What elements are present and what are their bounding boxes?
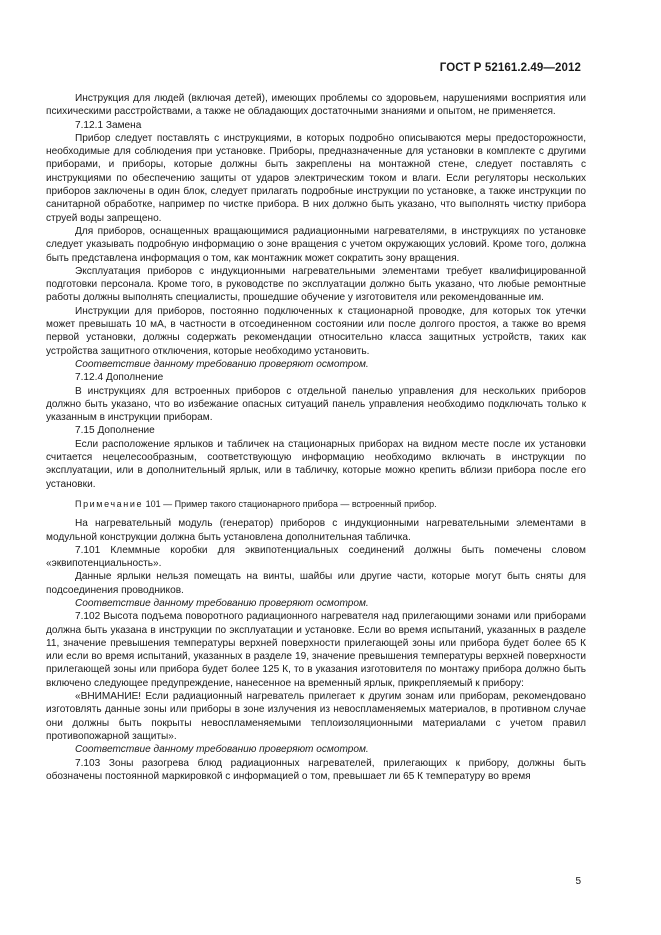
note-text: 101 — Пример такого стационарного прибора — встроенный прибор. [145, 498, 437, 509]
paragraph: На нагревательный модуль (генератор) приборов с индукционными нагревательными элементами в модульной конструкции должна быть установлена дополнительная табличка. [46, 518, 586, 543]
compliance-statement: Соответствие данному требованию проверяют осмотром. [75, 744, 369, 756]
note [46, 498, 586, 511]
section-heading: 7.12.1 Замена [75, 119, 142, 131]
paragraph: 7.103 Зоны разогрева блюд радиационных нагревателей, прилегающих к прибору, должны быть обозначены постоянной маркировкой с информацией о том, превышает ли 65 К температуру во время [46, 757, 586, 782]
note-label: Примечание [75, 498, 144, 509]
section-heading: 7.15 Дополнение [75, 425, 155, 437]
paragraph: Данные ярлыки нельзя помещать на винты, шайбы или другие части, которые могут быть сняты для подсоединения проводников. [46, 571, 586, 596]
paragraph: Инструкция для людей (включая детей), имеющих проблемы со здоровьем, нарушениями восприятия или психическими расстройствами, а также не обладающих достаточными знаниями и опытом, не применяется. [46, 93, 586, 118]
paragraph: В инструкциях для встроенных приборов с отдельной панелью управления для нескольких приборов должно быть указано, что во избежание опасных ситуаций панель управления необходимо подключать только к указанным в инструкции приборам. [46, 385, 586, 424]
paragraph: Если расположение ярлыков и табличек на стационарных приборах на видном месте после их установки считается нецелесообразным, соответствующую информацию необходимо включать в инструкции по эксплуатации, или в дополнительный ярлык, или в табличку, которые можно крепить вблизи прибора после его установки. [46, 438, 586, 490]
paragraph: 7.101 Клеммные коробки для эквипотенциальных соединений должны быть помечены словом «эквипотенциальность». [46, 544, 586, 570]
compliance-statement: Соответствие данному требованию проверяют осмотром. [75, 358, 369, 370]
compliance-statement: Соответствие данному требованию проверяют осмотром. [75, 597, 369, 609]
paragraph: Прибор следует поставлять с инструкциями, в которых подробно описываются меры предосторожности, необходимые для соблюдения при установке. Приборы, предназначенные для установки в комплекте с другими приборами, и приборы, которые должны быть закреплены на монтажной стене, следует поставлять с инструкциями по обеспечению защиты от ударов электрическим током и влаги. Если регуляторы нескольких приборов заключены в один блок, следует прилагать подробные инструкции по установке, а также инструкции по санитарной обработке, например по чистке прибора. В них должно быть указано, что выполнять чистку прибора струей воды запрещено. [46, 132, 586, 224]
section-heading: 7.12.4 Дополнение [75, 372, 164, 384]
paragraph: Для приборов, оснащенных вращающимися радиационными нагревателями, в инструкциях по установке следует указывать подробную информацию о зоне вращения с учетом окружающих условий. Кроме того, должна быть представлена информация о том, как монтажник может сократить зону вращения. [46, 225, 586, 264]
paragraph: Инструкции для приборов, постоянно подключенных к стационарной проводке, для которых ток утечки может превышать 10 мА, в частности в отсоединенном состоянии или после долгого простоя, а также во время первой установки, должны содержать рекомендации относительно класса защитных устройств, таких как устройства защитного отключения, которые необходимо установить. [46, 305, 586, 357]
paragraph: 7.102 Высота подъема поворотного радиационного нагревателя над прилегающими зонами или приборами должна быть указана в инструкции по эксплуатации и установке. Если во время испытаний, указанных в разделе 11, значение превышения температуры верхней поверхности прилегающей зоны или прибора будет более 65 К или если во время испытаний, указанных в разделе 19, значение превышения температуры верхней поверхности прилегающей зоны или прибора будет более 125 К, то в указания изготовителя по монтажу прибора должно быть включено следующее предупреждение, нанесенное на временный ярлык, прикрепляемый к прибору: [46, 611, 586, 689]
document-body [46, 92, 586, 783]
page-number: 5 [575, 876, 581, 887]
standard-header: ГОСТ Р 52161.2.49—2012 [439, 62, 581, 74]
warning-quote: «ВНИМАНИЕ! Если радиационный нагреватель прилегает к другим зонам или приборам, рекомендовано изготовлять данные зоны или приборы в зоне излучения из невоспламеняемых материалов, в противном случае они должны быть покрыты невоспламеняемыми теплоизоляционными материалами с учетом правил противопожарной защиты». [46, 691, 586, 742]
paragraph: Эксплуатация приборов с индукционными нагревательными элементами требует квалифицированной подготовки персонала. Кроме того, в руководстве по эксплуатации должно быть указано, что любые ремонтные работы должны выполнять специалисты, прошедшие обучение у изготовителя или рекомендованные им. [46, 265, 586, 304]
